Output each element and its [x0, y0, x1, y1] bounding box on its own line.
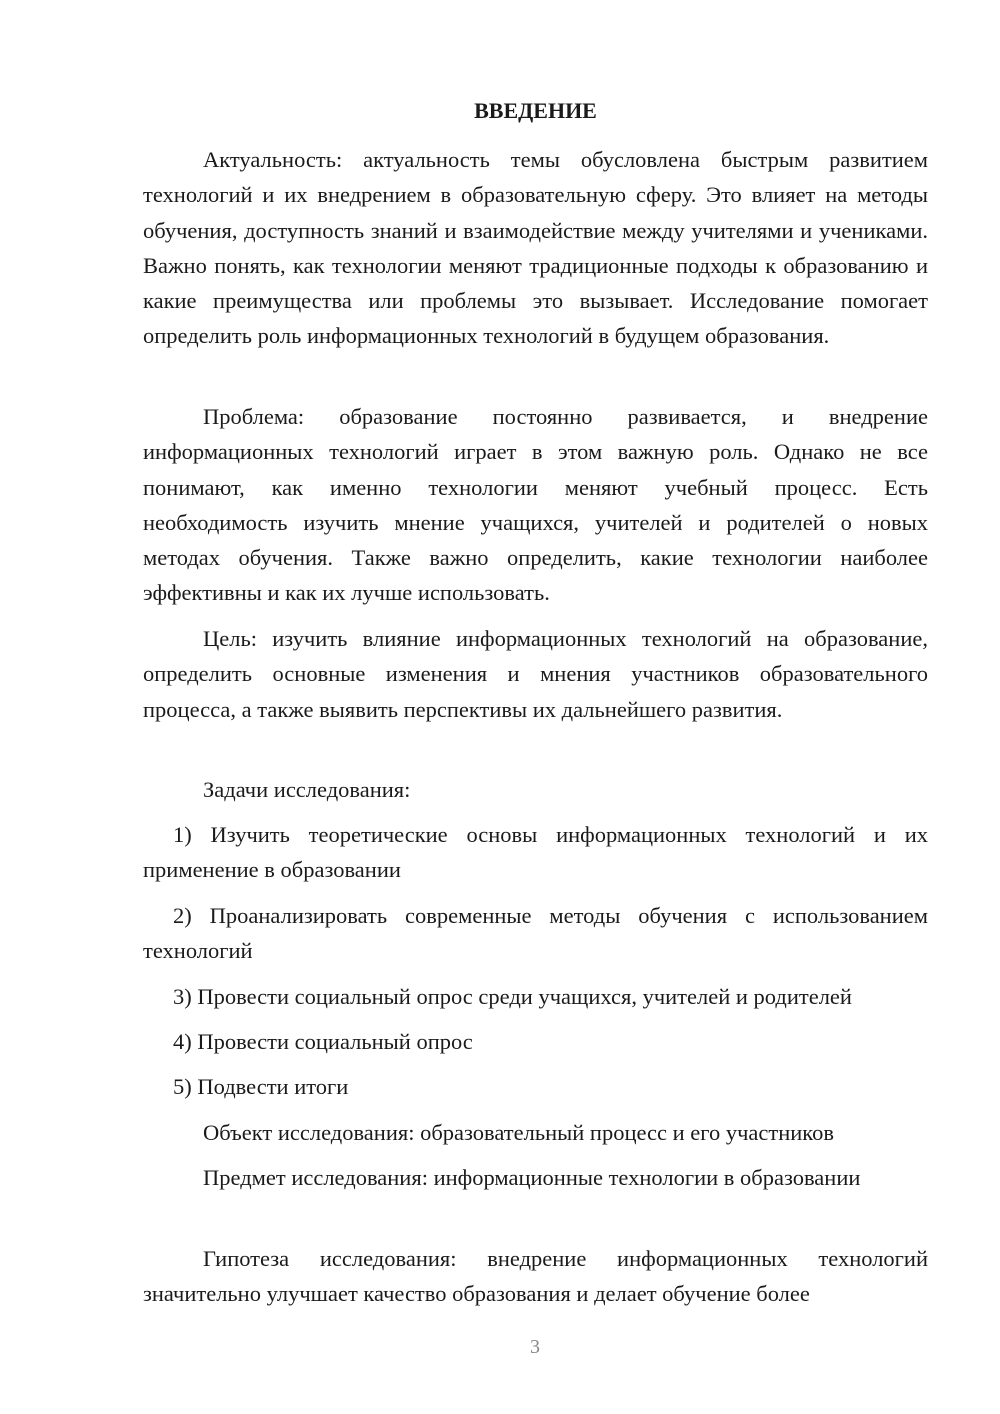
paragraph-object: Объект исследования: образовательный процесс и его участников	[203, 1120, 834, 1145]
task-item-1: 1) Изучить теоретические основы информационных технологий и их применение в образовании	[143, 822, 928, 883]
paragraph-subject: Предмет исследования: информационные технологии в образовании	[203, 1165, 861, 1190]
paragraph-tasks-heading: Задачи исследования:	[203, 777, 411, 802]
task-item-5: 5) Подвести итоги	[173, 1074, 349, 1099]
paragraph-hypothesis: Гипотеза исследования: внедрение информационных технологий значительно улучшает качество образования и делает обучение более	[143, 1246, 928, 1307]
page-title: ВВЕДЕНИЕ	[474, 98, 597, 123]
task-item-3: 3) Провести социальный опрос среди учащихся, учителей и родителей	[173, 984, 852, 1009]
paragraph-relevance: Актуальность: актуальность темы обусловлена быстрым развитием технологий и их внедрением в образовательную сферу. Это влияет на методы обучения, доступность знаний и взаимодействие между учителями и учениками. Важно понять, как технологии меняют традиционные подходы к образованию и какие преимущества или проблемы это вызывает. Исследование помогает определить роль информационных технологий в будущем образования.	[143, 147, 928, 349]
task-item-4: 4) Провести социальный опрос	[173, 1029, 473, 1054]
paragraph-problem: Проблема: образование постоянно развивается, и внедрение информационных технологий играет в этом важную роль. Однако не все понимают, как именно технологии меняют учебный процесс. Есть необходимость изучить мнение учащихся, учителей и родителей о новых методах обучения. Также важно определить, какие технологии наиболее эффективны и как их лучше использовать.	[143, 404, 928, 606]
page-number: 3	[530, 1336, 540, 1358]
task-item-2: 2) Проанализировать современные методы обучения с использованием технологий	[143, 903, 928, 964]
paragraph-goal: Цель: изучить влияние информационных технологий на образование, определить основные изменения и мнения участников образовательного процесса, а также выявить перспективы их дальнейшего развития.	[143, 626, 928, 722]
